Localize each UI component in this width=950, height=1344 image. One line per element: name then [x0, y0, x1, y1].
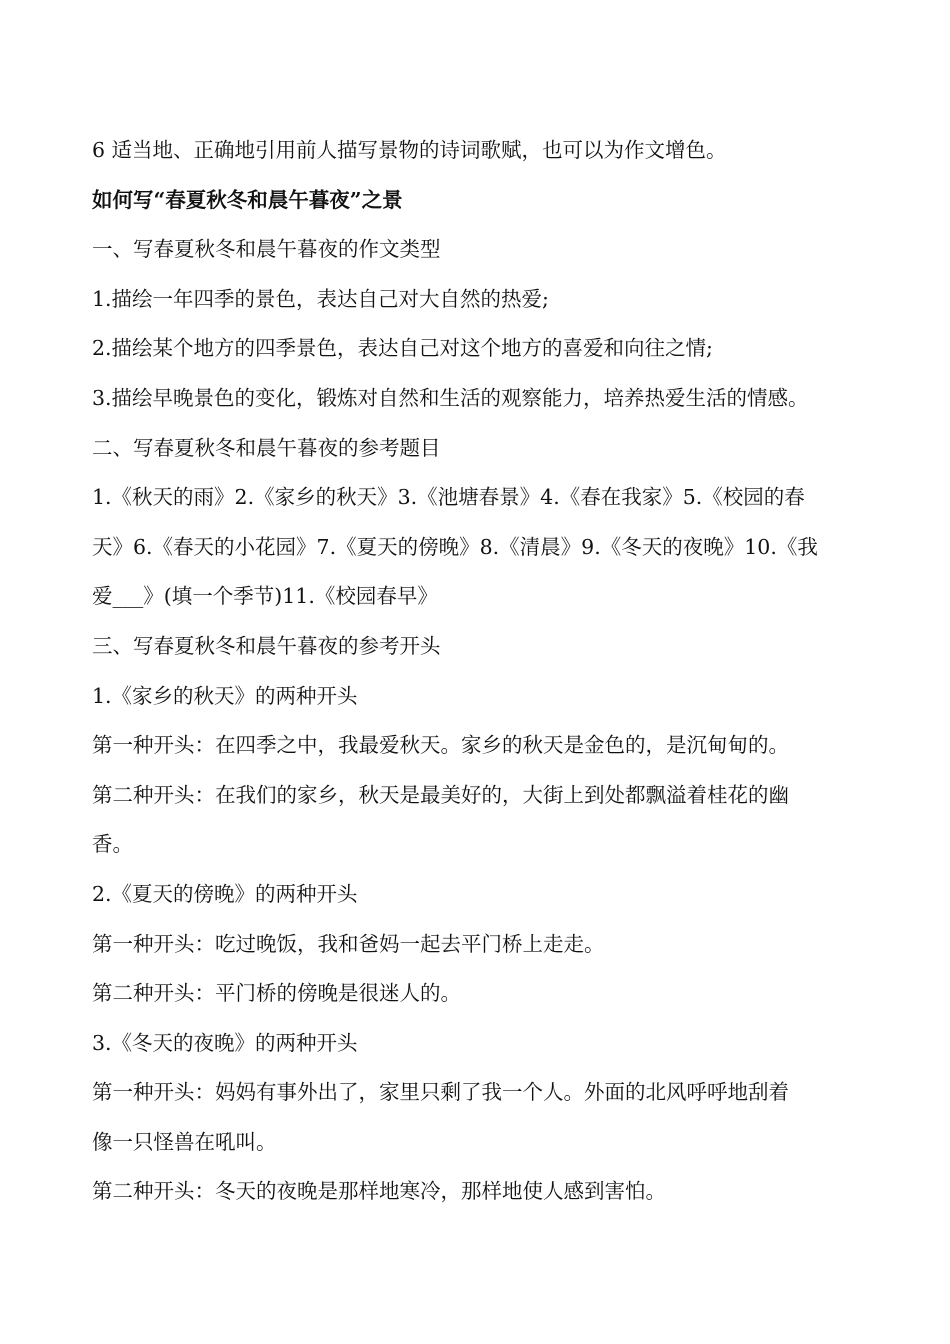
topics-line-3: 爱___》(填一个季节)11.《校园春早》	[92, 584, 438, 609]
document-body	[92, 126, 862, 1217]
opening-3-a: 第一种开头：妈妈有事外出了，家里只剩了我一个人。外面的北风呼呼地刮着	[92, 1080, 789, 1105]
paragraph-tip-6: 6 适当地、正确地引用前人描写景物的诗词歌赋，也可以为作文增色。	[92, 138, 727, 162]
opening-title-1: 1.《家乡的秋天》的两种开头	[92, 683, 358, 708]
opening-3-a-cont: 像一只怪兽在吼叫。	[92, 1129, 277, 1154]
subheading-topics: 二、写春夏秋冬和晨午暮夜的参考题目	[92, 435, 441, 460]
opening-title-3: 3.《冬天的夜晚》的两种开头	[92, 1030, 358, 1055]
topics-line-1: 1.《秋天的雨》2.《家乡的秋天》3.《池塘春景》4.《春在我家》5.《校园的春	[92, 485, 805, 510]
topics-line-2: 天》6.《春天的小花园》7.《夏天的傍晚》8.《清晨》9.《冬天的夜晚》10.《我	[92, 534, 818, 559]
opening-1-b: 第二种开头：在我们的家乡，秋天是最美好的，大街上到处都飘溢着桂花的幽	[92, 782, 789, 807]
list-item-type-1: 1.描绘一年四季的景色，表达自己对大自然的热爱;	[92, 286, 549, 311]
opening-title-2: 2.《夏天的傍晚》的两种开头	[92, 881, 358, 906]
section-heading: 如何写“春夏秋冬和晨午暮夜”之景	[92, 187, 403, 212]
subheading-types: 一、写春夏秋冬和晨午暮夜的作文类型	[92, 237, 441, 262]
opening-3-b: 第二种开头：冬天的夜晚是那样地寒冷，那样地使人感到害怕。	[92, 1179, 666, 1204]
opening-1-b-cont: 香。	[92, 832, 133, 857]
opening-2-b: 第二种开头：平门桥的傍晚是很迷人的。	[92, 981, 461, 1006]
opening-1-a: 第一种开头：在四季之中，我最爱秋天。家乡的秋天是金色的，是沉甸甸的。	[92, 733, 789, 758]
list-item-type-3: 3.描绘早晚景色的变化，锻炼对自然和生活的观察能力，培养热爱生活的情感。	[92, 385, 809, 410]
subheading-openings: 三、写春夏秋冬和晨午暮夜的参考开头	[92, 633, 441, 658]
opening-2-a: 第一种开头：吃过晚饭，我和爸妈一起去平门桥上走走。	[92, 931, 605, 956]
list-item-type-2: 2.描绘某个地方的四季景色，表达自己对这个地方的喜爱和向往之情;	[92, 336, 713, 361]
